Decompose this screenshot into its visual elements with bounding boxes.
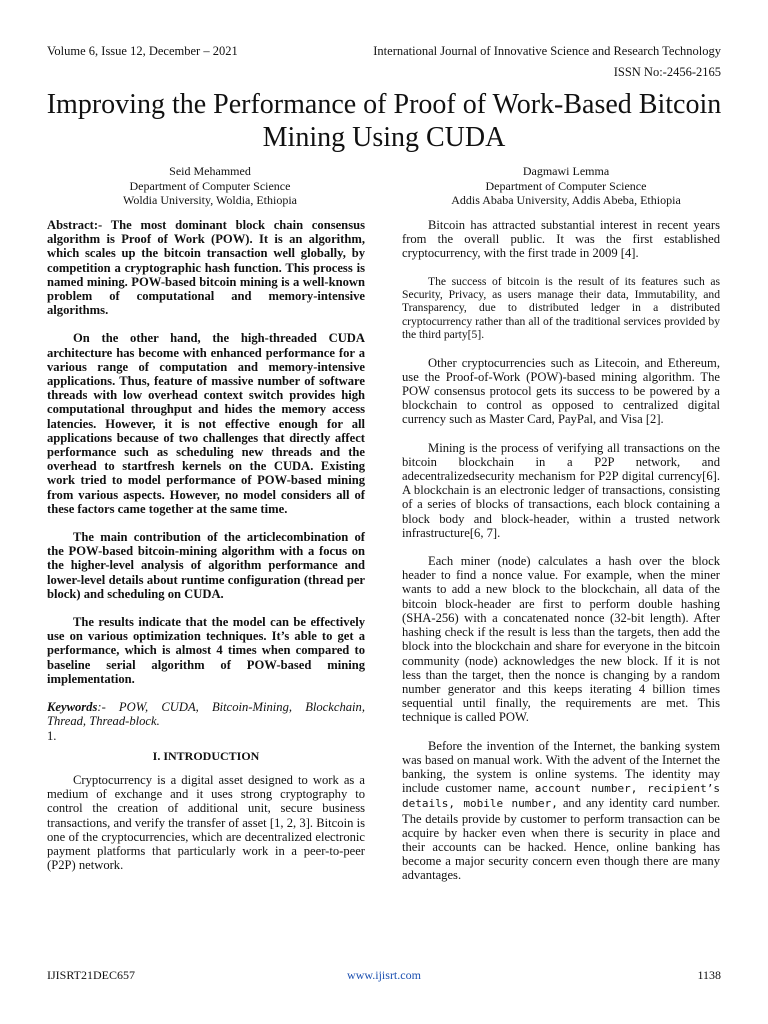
body-paragraph-6-part-2: account number, recipient’s details, mobile number, <box>402 782 721 811</box>
footer-website-link[interactable]: www.ijisrt.com <box>347 968 421 982</box>
keywords-text: :- POW, CUDA, Bitcoin-Mining, Blockchain, Thread, Thread-block. <box>47 700 365 729</box>
author-block-1 <box>60 164 360 208</box>
body-paragraph-6-part-3: and any identity card number. The details provide by customer to perform transaction can be acquire by hacker even when there is security in place and their accounts can be hacked. Hence, online banking has become a major security concern even though there are many advantages. <box>402 796 720 883</box>
journal-name: International Journal of Innovative Science and Research Technology <box>373 44 721 58</box>
issn: ISSN No:-2456-2165 <box>613 65 721 79</box>
author-name: Dagmawi Lemma <box>522 164 610 178</box>
journal-volume: Volume 6, Issue 12, December – 2021 <box>47 44 238 58</box>
keywords <box>47 700 365 728</box>
left-column <box>47 218 365 886</box>
intro-paragraph-1: Cryptocurrency is a digital asset designed to work as a medium of exchange and it uses strong cryptography to control the creation of additional unit, secure business transactions, and verify the transfer of asset [1, 2, 3]. Bitcoin is one of the cryptocurrencies, which are decentralized electronic payment platforms that particularly work in a peer-to-peer (P2P) network. <box>47 772 365 873</box>
keywords-label: Keywords <box>47 700 98 715</box>
body-paragraph-1: Bitcoin has attracted substantial interest in recent years from the overall public. It was the first established cryptocurrency, with the first trade in 2009 [4]. <box>402 218 720 261</box>
abstract-paragraph-4: The results indicate that the model can be effectively use on various optimization techniques. It’s able to get a performance, which is almost 4 times when compared to baseline serial algorithm of POW-based mining implementation. <box>47 615 365 686</box>
body-paragraph-6-part-1: Before the invention of the Internet, the banking system was based on manual work. With the advent of the Internet the banking, the system is online systems. The identity may include customer name, <box>402 738 720 796</box>
right-column <box>402 218 720 897</box>
author-affiliation: Woldia University, Woldia, Ethiopia <box>122 193 298 207</box>
body-paragraph-3: Other cryptocurrencies such as Litecoin, and Ethereum, use the Proof-of-Work (POW)-based mining algorithm. The POW consensus protocol gets its success to be powered by a blockchain to control as opposed to centralized digital currency such as Master Card, PayPal, and Visa [2]. <box>402 355 720 427</box>
footer-page-number: 1138 <box>697 968 721 982</box>
body-paragraph-4: Mining is the process of verifying all transactions on the bitcoin blockchain in a P2P network, and adecentralizedsecurity mechanism for P2P digital currency[6]. A blockchain is an electronic ledger of transactions, consisting of a series of blocks of transactions, each block containing a block body and block-header, within a trusted network infrastructure[6, 7]. <box>402 440 720 540</box>
body-paragraph-5: Each miner (node) calculates a hash over the block header to find a nonce value. For example, when the miner wants to add a new block to the blockchain, all data of the bitcoin block-header are first to perform double hashing (SHA-256) with a concatenated nonce (32-bit length). After hashing check if the result is less than the targets, then add the block into the blockchain and share for everyone in the bitcoin community (node) acknowledges the new block. If it is not less than the target, then the nonce is changing by a random number generator and this keeps iterating 4 billion times sequential until finally, the requirements are met. This technique is called POW. <box>402 554 720 725</box>
section-heading-introduction: I. INTRODUCTION <box>152 748 260 763</box>
list-number: 1. <box>47 728 57 743</box>
author-block-2 <box>416 164 716 208</box>
abstract-paragraph-2: On the other hand, the high-threaded CUDA architecture has become with enhanced performance for a various range of computation and memory-intensive applications. Thus, feature of massive number of software threads with low overhead context switch provides high computational throughput and hides the memory access latencies. However, it is not effective enough for all applications because of two challenges that directly affect performance such as scheduling new threads and the overhead to startfresh kernels on the CUDA. Existing work tried to model performance of POW-based mining from various aspects. However, no model considers all of these factors came together at the same time. <box>47 331 365 516</box>
paper-title: Improving the Performance of Proof of Work-Based Bitcoin Mining Using CUDA <box>46 89 722 153</box>
footer-paper-id: IJISRT21DEC657 <box>47 968 135 982</box>
author-department: Department of Computer Science <box>485 178 647 193</box>
abstract-paragraph-3: The main contribution of the articlecombination of the POW-based bitcoin-mining algorithm with a focus on the higher-level analysis of algorithm performance and lower-level details about runtime configuration (thread per block) and scheduling on CUDA. <box>47 530 365 601</box>
body-paragraph-2: The success of bitcoin is the result of its features such as Security, Privacy, as users manage their data, Immutability, and Transparency, due to distributed ledger in a distributed cryptocurrency rather than all of the traditional services provided by the third party[5]. <box>402 274 720 342</box>
author-name: Seid Mehammed <box>169 164 251 178</box>
author-affiliation: Addis Ababa University, Addis Abeba, Ethiopia <box>451 193 681 207</box>
abstract-paragraph-1: Abstract:- The most dominant block chain consensus algorithm is Proof of Work (POW). It is an algorithm, which scales up the bitcoin transaction well globally, by competition a cryptographic hash function. This process is named mining. POW-based bitcoin mining is a well-known problem of computational and memory-intensive algorithms. <box>47 218 365 318</box>
body-paragraph-6 <box>402 739 720 883</box>
author-department: Department of Computer Science <box>129 178 291 193</box>
